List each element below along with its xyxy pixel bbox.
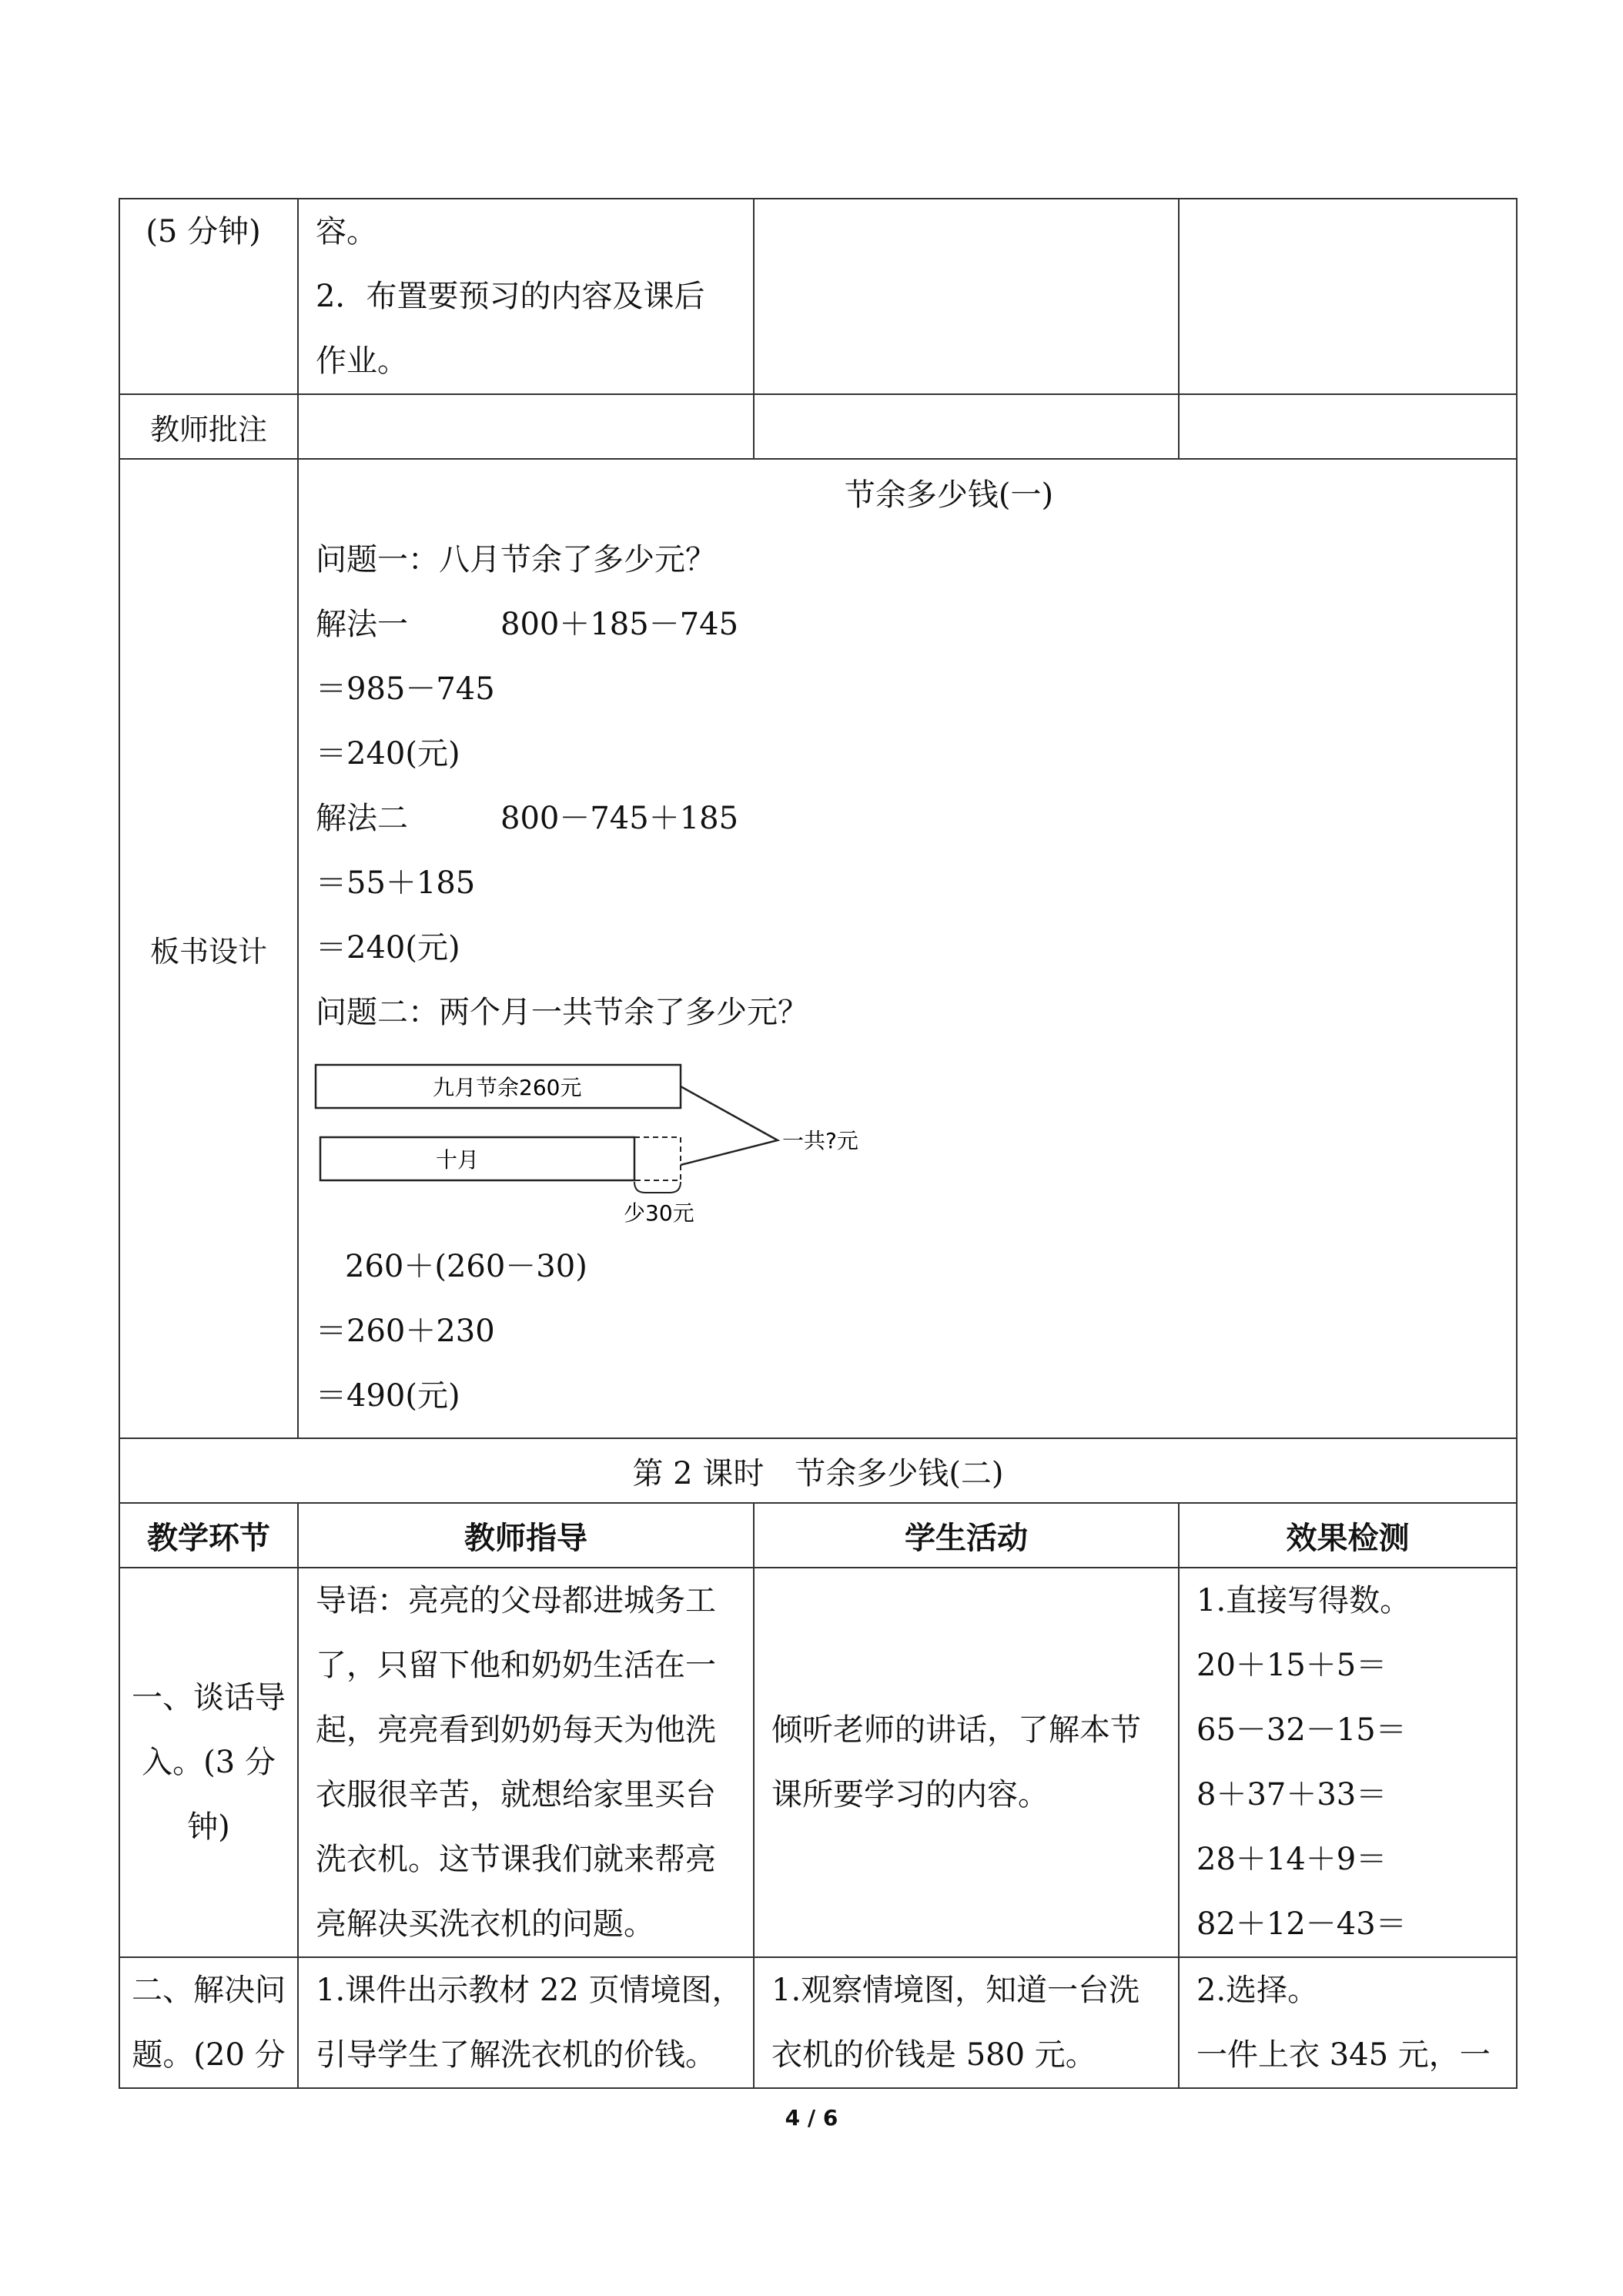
teacher-notes-cell	[754, 394, 1179, 459]
prev-check-cell	[1179, 199, 1517, 394]
teacher-guide-cell	[298, 1957, 754, 2088]
check-line: 65－32－15＝	[1196, 1712, 1407, 1748]
prev-guide-line: 容。	[316, 214, 377, 249]
effect-check-cell	[1179, 1568, 1517, 1957]
student-activity-cell	[754, 1568, 1179, 1957]
header-teacher-guide: 教师指导	[298, 1503, 754, 1568]
header-effect-check: 效果检测	[1179, 1503, 1517, 1568]
method-one-step: ＝240(元)	[316, 736, 460, 771]
board-title: 节余多少钱(一)	[844, 477, 1054, 513]
calc-expr: 260＋(260－30)	[345, 1249, 587, 1284]
activity-line: 衣机的价钱是 580 元。	[771, 2037, 1096, 2073]
guide-line: 了，只留下他和奶奶生活在一	[316, 1648, 716, 1683]
teacher-notes-label: 教师批注	[119, 394, 298, 459]
question-one: 问题一：八月节余了多少元？	[316, 542, 716, 577]
total-label: 一共?元	[782, 1128, 858, 1153]
stage-cell	[119, 1568, 298, 1957]
method-one-label: 解法一	[316, 607, 408, 642]
guide-line: 1.课件出示教材 22 页情境图，	[316, 1973, 743, 2008]
guide-line: 引导学生了解洗衣机的价钱。	[316, 2037, 716, 2073]
savings-line-diagram	[310, 1053, 941, 1230]
teacher-notes-cell	[1179, 394, 1517, 459]
activity-line: 1.观察情境图，知道一台洗	[771, 1973, 1140, 2008]
september-bar-label: 九月节余260元	[433, 1075, 582, 1100]
prev-student-cell	[754, 199, 1179, 394]
stage-line: 钟)	[187, 1809, 230, 1845]
board-design-row	[119, 459, 1517, 1438]
lesson2-title-row	[119, 1438, 1517, 1503]
teacher-notes-cell	[298, 394, 754, 459]
prev-guide-cell	[298, 199, 754, 394]
stage-line: 入。(3 分	[142, 1745, 276, 1780]
check-line: 2.选择。	[1196, 1973, 1319, 2008]
method-one-expr: 800＋185－745	[500, 607, 739, 642]
check-line: 1.直接写得数。	[1196, 1583, 1411, 1618]
guide-line: 洗衣机。这节课我们就来帮亮	[316, 1842, 716, 1877]
activity-line: 倾听老师的讲话，了解本节	[771, 1712, 1141, 1748]
board-design-cell	[298, 459, 1517, 1438]
teacher-notes-row	[119, 394, 1517, 459]
board-design-label: 板书设计	[119, 459, 298, 1438]
prev-time-cell	[119, 199, 298, 394]
prev-guide-line: 2．布置要预习的内容及课后	[316, 279, 705, 314]
check-line: 28＋14＋9＝	[1196, 1842, 1387, 1877]
guide-line: 起，亮亮看到奶奶每天为他洗	[316, 1712, 716, 1748]
method-two-label: 解法二	[316, 801, 408, 836]
guide-line: 亮解决买洗衣机的问题。	[316, 1906, 654, 1942]
prev-time-label: (5 分钟)	[146, 214, 261, 249]
header-student-activity: 学生活动	[754, 1503, 1179, 1568]
october-missing-part	[634, 1137, 681, 1180]
method-two-step: ＝240(元)	[316, 930, 460, 966]
lesson-plan-table	[119, 198, 1518, 2089]
stage-cell	[119, 1957, 298, 2088]
check-line: 82＋12－43＝	[1196, 1906, 1407, 1942]
guide-line: 导语：亮亮的父母都进城务工	[316, 1583, 716, 1618]
student-activity-cell	[754, 1957, 1179, 2088]
header-row	[119, 1503, 1517, 1568]
total-brace	[681, 1086, 778, 1165]
lesson2-title: 第 2 课时 节余多少钱(二)	[119, 1438, 1517, 1503]
stage-line: 一、谈话导	[132, 1680, 286, 1715]
method-one	[316, 592, 1505, 657]
stage-line: 二、解决问	[132, 1973, 286, 2008]
activity-line: 课所要学习的内容。	[771, 1777, 1049, 1812]
prev-guide-line: 作业。	[316, 343, 408, 379]
method-two-expr: 800－745＋185	[500, 801, 739, 836]
method-two	[316, 786, 1505, 851]
method-one-step: ＝985－745	[316, 671, 495, 707]
method-two-step: ＝55＋185	[316, 865, 476, 901]
teacher-guide-cell	[298, 1568, 754, 1957]
check-line: 20＋15＋5＝	[1196, 1648, 1387, 1683]
stage-row	[119, 1957, 1517, 2088]
calc-step: ＝260＋230	[316, 1314, 495, 1349]
check-line: 一件上衣 345 元，一	[1196, 2037, 1491, 2073]
stage-row	[119, 1568, 1517, 1957]
less-label: 少30元	[624, 1200, 694, 1226]
less-brace	[634, 1182, 681, 1193]
question-two: 问题二：两个月一共节余了多少元？	[316, 995, 808, 1030]
prev-section-row	[119, 199, 1517, 394]
effect-check-cell	[1179, 1957, 1517, 2088]
guide-line: 衣服很辛苦，就想给家里买台	[316, 1777, 716, 1812]
october-bar-label: 十月	[436, 1147, 480, 1173]
page-number: 4 / 6	[785, 2105, 838, 2130]
check-line: 8＋37＋33＝	[1196, 1777, 1387, 1812]
stage-line: 题。(20 分	[132, 2037, 286, 2073]
header-stage: 教学环节	[119, 1503, 298, 1568]
calc-step: ＝490(元)	[316, 1378, 460, 1414]
